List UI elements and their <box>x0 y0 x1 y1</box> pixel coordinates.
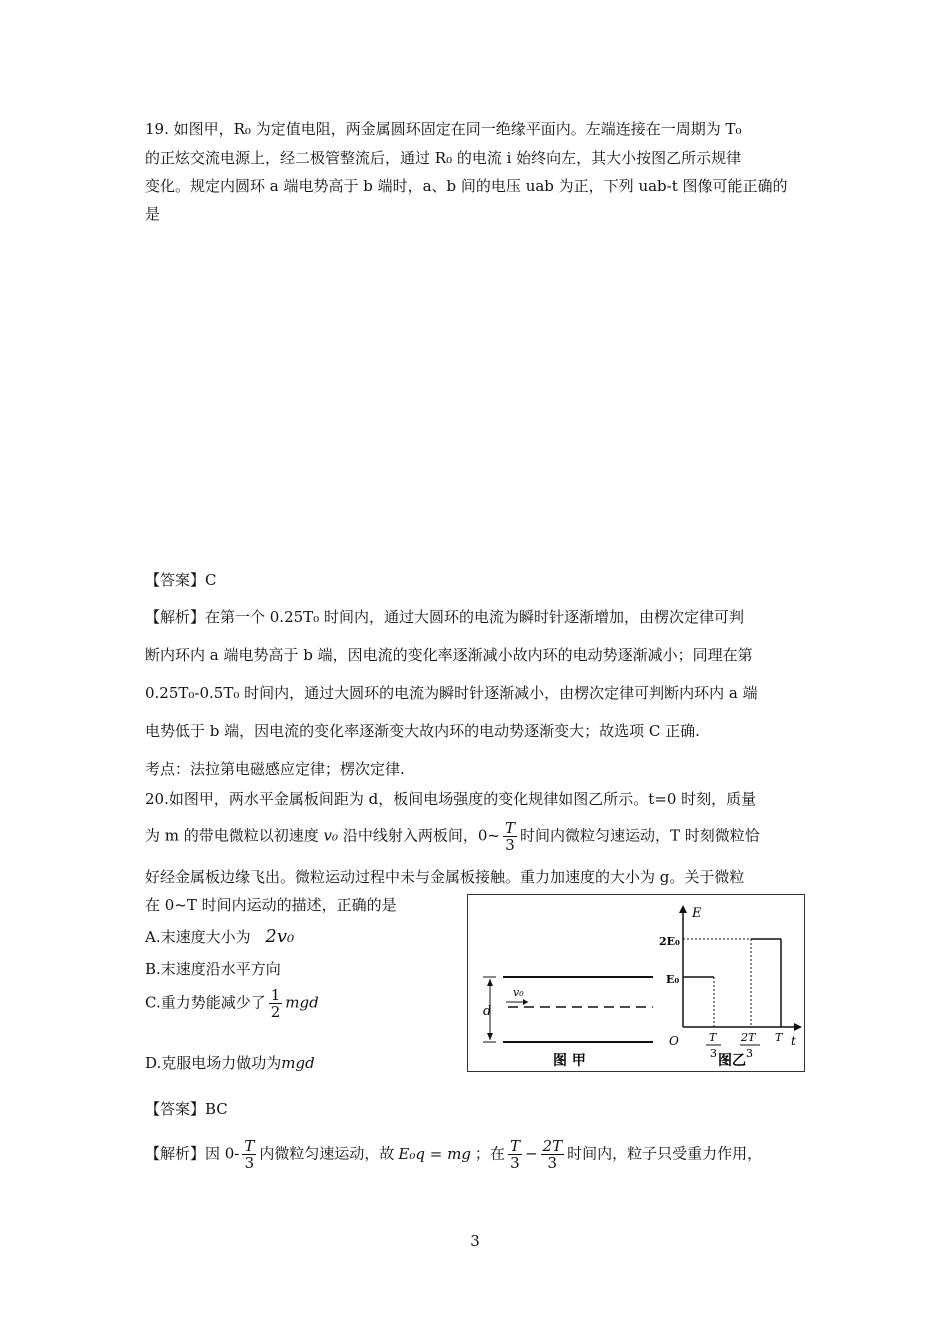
option-d-expr: mgd <box>281 1054 315 1072</box>
q20-analysis-c: ；在 <box>474 1144 505 1163</box>
figure-jia <box>483 977 653 1069</box>
option-d-text: D.克服电场力做功为 <box>145 1054 282 1072</box>
q19-line-1: 19. 如图甲，R₀ 为定值电阻，两金属圆环固定在同一绝缘平面内。左端连接在一周期为 T₀ <box>145 120 742 138</box>
tick-2t3-num: 2T <box>741 1031 756 1044</box>
q19-analysis-3: 0.25T₀-0.5T₀ 时间内，通过大圆环的电流为瞬时针逐渐减小，由楞次定律可判断内环内 a 端 <box>145 684 758 702</box>
q20-analysis-a: 【解析】因 0- <box>145 1144 240 1163</box>
q19-analysis-4: 电势低于 b 端，因电流的变化率逐渐变大故内环的电动势逐渐变大；故选项 C 正确. <box>145 722 700 740</box>
label-e0: E₀ <box>666 973 680 986</box>
q20-line-1: 20.如图甲，两水平金属板间距为 d，板间电场强度的变化规律如图乙所示。t=0 时刻，质量 <box>145 790 757 808</box>
q20-analysis: 【解析】因 0- $\frac{T}{3}$ 内微粒匀速运动，故 E₀q = mg ；在 $\frac{T}{3}$ − $\frac{2T}{3}$ 时间内，粒子只受重力作用， <box>145 1137 763 1172</box>
option-a-expr: 2v₀ <box>265 926 295 947</box>
q20-answer: 【答案】BC <box>145 1100 228 1118</box>
q19-line-4: 是 <box>145 205 161 223</box>
option-c <box>145 987 319 1020</box>
figure-svg <box>468 895 804 1071</box>
tick-t3-num: T <box>709 1031 717 1044</box>
option-b: B.末速度沿水平方向 <box>145 960 281 978</box>
tick-t3-den: 3 <box>710 1047 717 1060</box>
q20-v0: v₀ <box>323 826 339 845</box>
q20-line-2 <box>145 820 760 853</box>
q19-line-2: 的正炫交流电源上，经二极管整流后，通过 R₀ 的电流 i 始终向左，其大小按图乙所示规律 <box>145 149 742 167</box>
label-origin: O <box>669 1034 679 1048</box>
fraction-2t-over-3: $\frac{2T}{3}$ <box>542 1137 563 1172</box>
label-v0: v₀ <box>513 986 524 999</box>
option-a-text: A.末速度大小为 <box>145 928 251 946</box>
label-d: d <box>483 1004 492 1019</box>
tick-t: T <box>775 1031 783 1044</box>
label-jia: 图 甲 <box>553 1053 586 1069</box>
figure-yi <box>659 905 802 1069</box>
tick-2t3-den: 3 <box>746 1047 753 1060</box>
q19-answer: 【答案】C <box>145 571 217 589</box>
fraction-t-over-3-b: $\frac{T}{3}$ <box>244 1137 255 1172</box>
q19-analysis-1: 【解析】在第一个 0.25T₀ 时间内，通过大圆环的电流为瞬时针逐渐增加，由楞次定律可判 <box>145 608 744 626</box>
figure-box <box>467 894 805 1072</box>
fraction-t-over-3: $\frac{T}{3}$ <box>504 819 515 854</box>
option-c-text: C.重力势能减少了 <box>145 993 266 1012</box>
q20-analysis-b: 内微粒匀速运动，故 <box>259 1144 395 1163</box>
label-e-axis: E <box>692 906 702 921</box>
q20-line-2c: 时间内微粒匀速运动，T 时刻微粒恰 <box>519 826 760 845</box>
label-2e0: 2E₀ <box>659 935 680 948</box>
q20-analysis-d: 时间内，粒子只受重力作用， <box>567 1144 763 1163</box>
label-t-axis: t <box>791 1034 796 1048</box>
label-yi: 图乙 <box>718 1053 746 1069</box>
option-a <box>145 927 294 947</box>
q20-line-3: 好经金属板边缘飞出。微粒运动过程中未与金属板接触。重力加速度的大小为 g。关于微粒 <box>145 868 745 886</box>
fraction-one-half: $\frac{1}{2}$ <box>270 986 281 1021</box>
q19-kaodian: 考点：法拉第电磁感应定律；楞次定律. <box>145 760 405 778</box>
fraction-t-over-3-c: $\frac{T}{3}$ <box>509 1137 520 1172</box>
page-number: 3 <box>470 1232 480 1250</box>
q19-analysis-2: 断内环内 a 端电势高于 b 端，因电流的变化率逐渐减小故内环的电动势逐渐减小；同理在第 <box>145 646 753 664</box>
q20-line-2a: 为 m 的带电微粒以初速度 <box>145 826 319 845</box>
q20-line-4: 在 0~T 时间内运动的描述，正确的是 <box>145 896 397 914</box>
q20-line-2b: 沿中线射入两板间，0~ <box>342 826 500 845</box>
option-d <box>145 1053 315 1073</box>
equation-e0q-mg: E₀q = mg <box>398 1144 471 1163</box>
option-c-expr: mgd <box>285 993 319 1012</box>
q19-line-3: 变化。规定内圆环 a 端电势高于 b 端时，a、b 间的电压 uab 为正，下列 uab-t 图像可能正确的 <box>145 177 788 195</box>
